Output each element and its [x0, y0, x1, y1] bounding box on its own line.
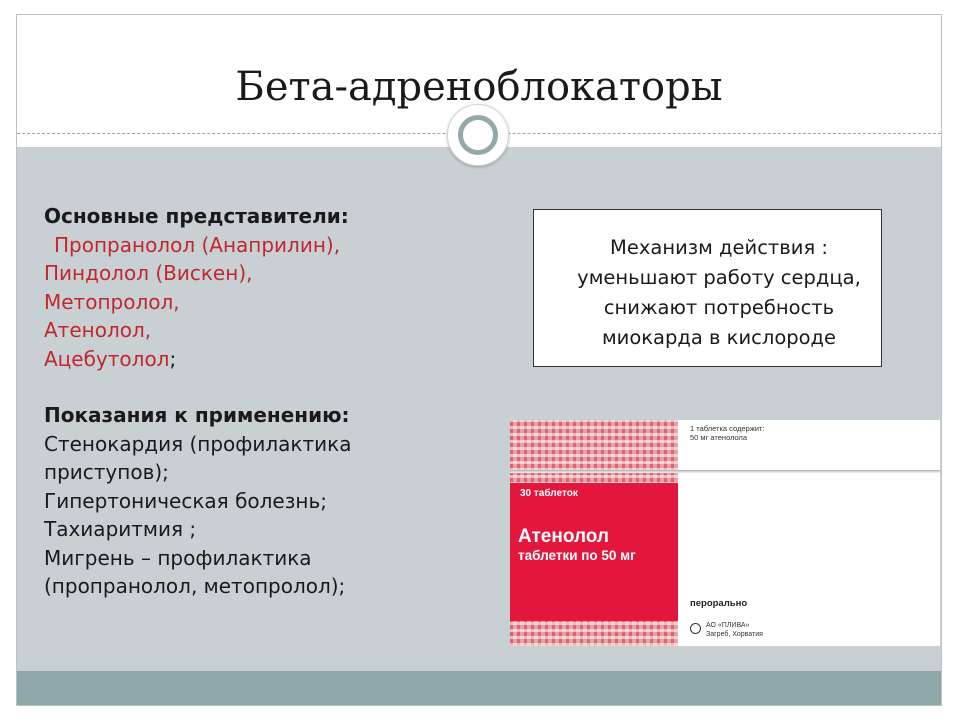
mechanism-line: миокарда в кислороде	[601, 326, 837, 349]
drug-item: Ацебутолол	[44, 346, 170, 371]
left-column	[44, 202, 484, 601]
drug-item: Метопролол,	[44, 289, 180, 314]
package-contains-line: 50 мг атенолола	[690, 433, 748, 442]
package-contains	[690, 424, 830, 442]
indications-heading: Показания к применению:	[44, 403, 350, 427]
package-dose: таблетки по 50 мг	[518, 548, 636, 563]
manufacturer-logo-icon	[690, 623, 701, 634]
package-manufacturer	[706, 621, 826, 639]
package-contains-line: 1 таблетка содержит:	[690, 424, 765, 433]
package-manufacturer-line: Загреб, Хорватия	[706, 631, 763, 638]
ring-ornament-icon	[447, 104, 509, 166]
indication-item: (пропранолол, метопролол);	[44, 574, 346, 598]
drug-item-last	[44, 345, 484, 374]
package-count: 30 таблеток	[520, 488, 578, 499]
indication-item: приступов);	[44, 460, 169, 484]
mechanism-text	[540, 233, 898, 353]
package-fold	[510, 470, 940, 473]
mechanism-line: уменьшают работу сердца,	[577, 266, 861, 289]
package-route: перорально	[690, 598, 748, 609]
slide-title: Бета-адреноблокаторы	[235, 64, 723, 110]
indication-item: Тахиаритмия ;	[44, 517, 197, 541]
package-manufacturer-line: АО «ПЛИВА»	[706, 622, 750, 629]
drug-package-image	[510, 420, 940, 646]
indication-item: Мигрень – профилактика	[44, 545, 312, 570]
spacer	[44, 373, 484, 401]
indication-item: Стенокардия (профилактика	[44, 431, 352, 456]
drug-item: Пиндолол (Вискен),	[44, 261, 253, 285]
mechanism-line: снижают потребность	[603, 296, 835, 319]
mechanism-line: Механизм действия :	[610, 236, 828, 259]
drug-item: Пропранолол (Анаприлин),	[54, 232, 341, 257]
list-end-punct: ;	[169, 346, 177, 371]
package-drug-name: Атенолол	[518, 526, 609, 547]
representatives-heading: Основные представители:	[44, 204, 349, 228]
indication-item: Гипертоническая болезнь;	[44, 488, 327, 513]
drug-item: Атенолол,	[44, 318, 152, 342]
